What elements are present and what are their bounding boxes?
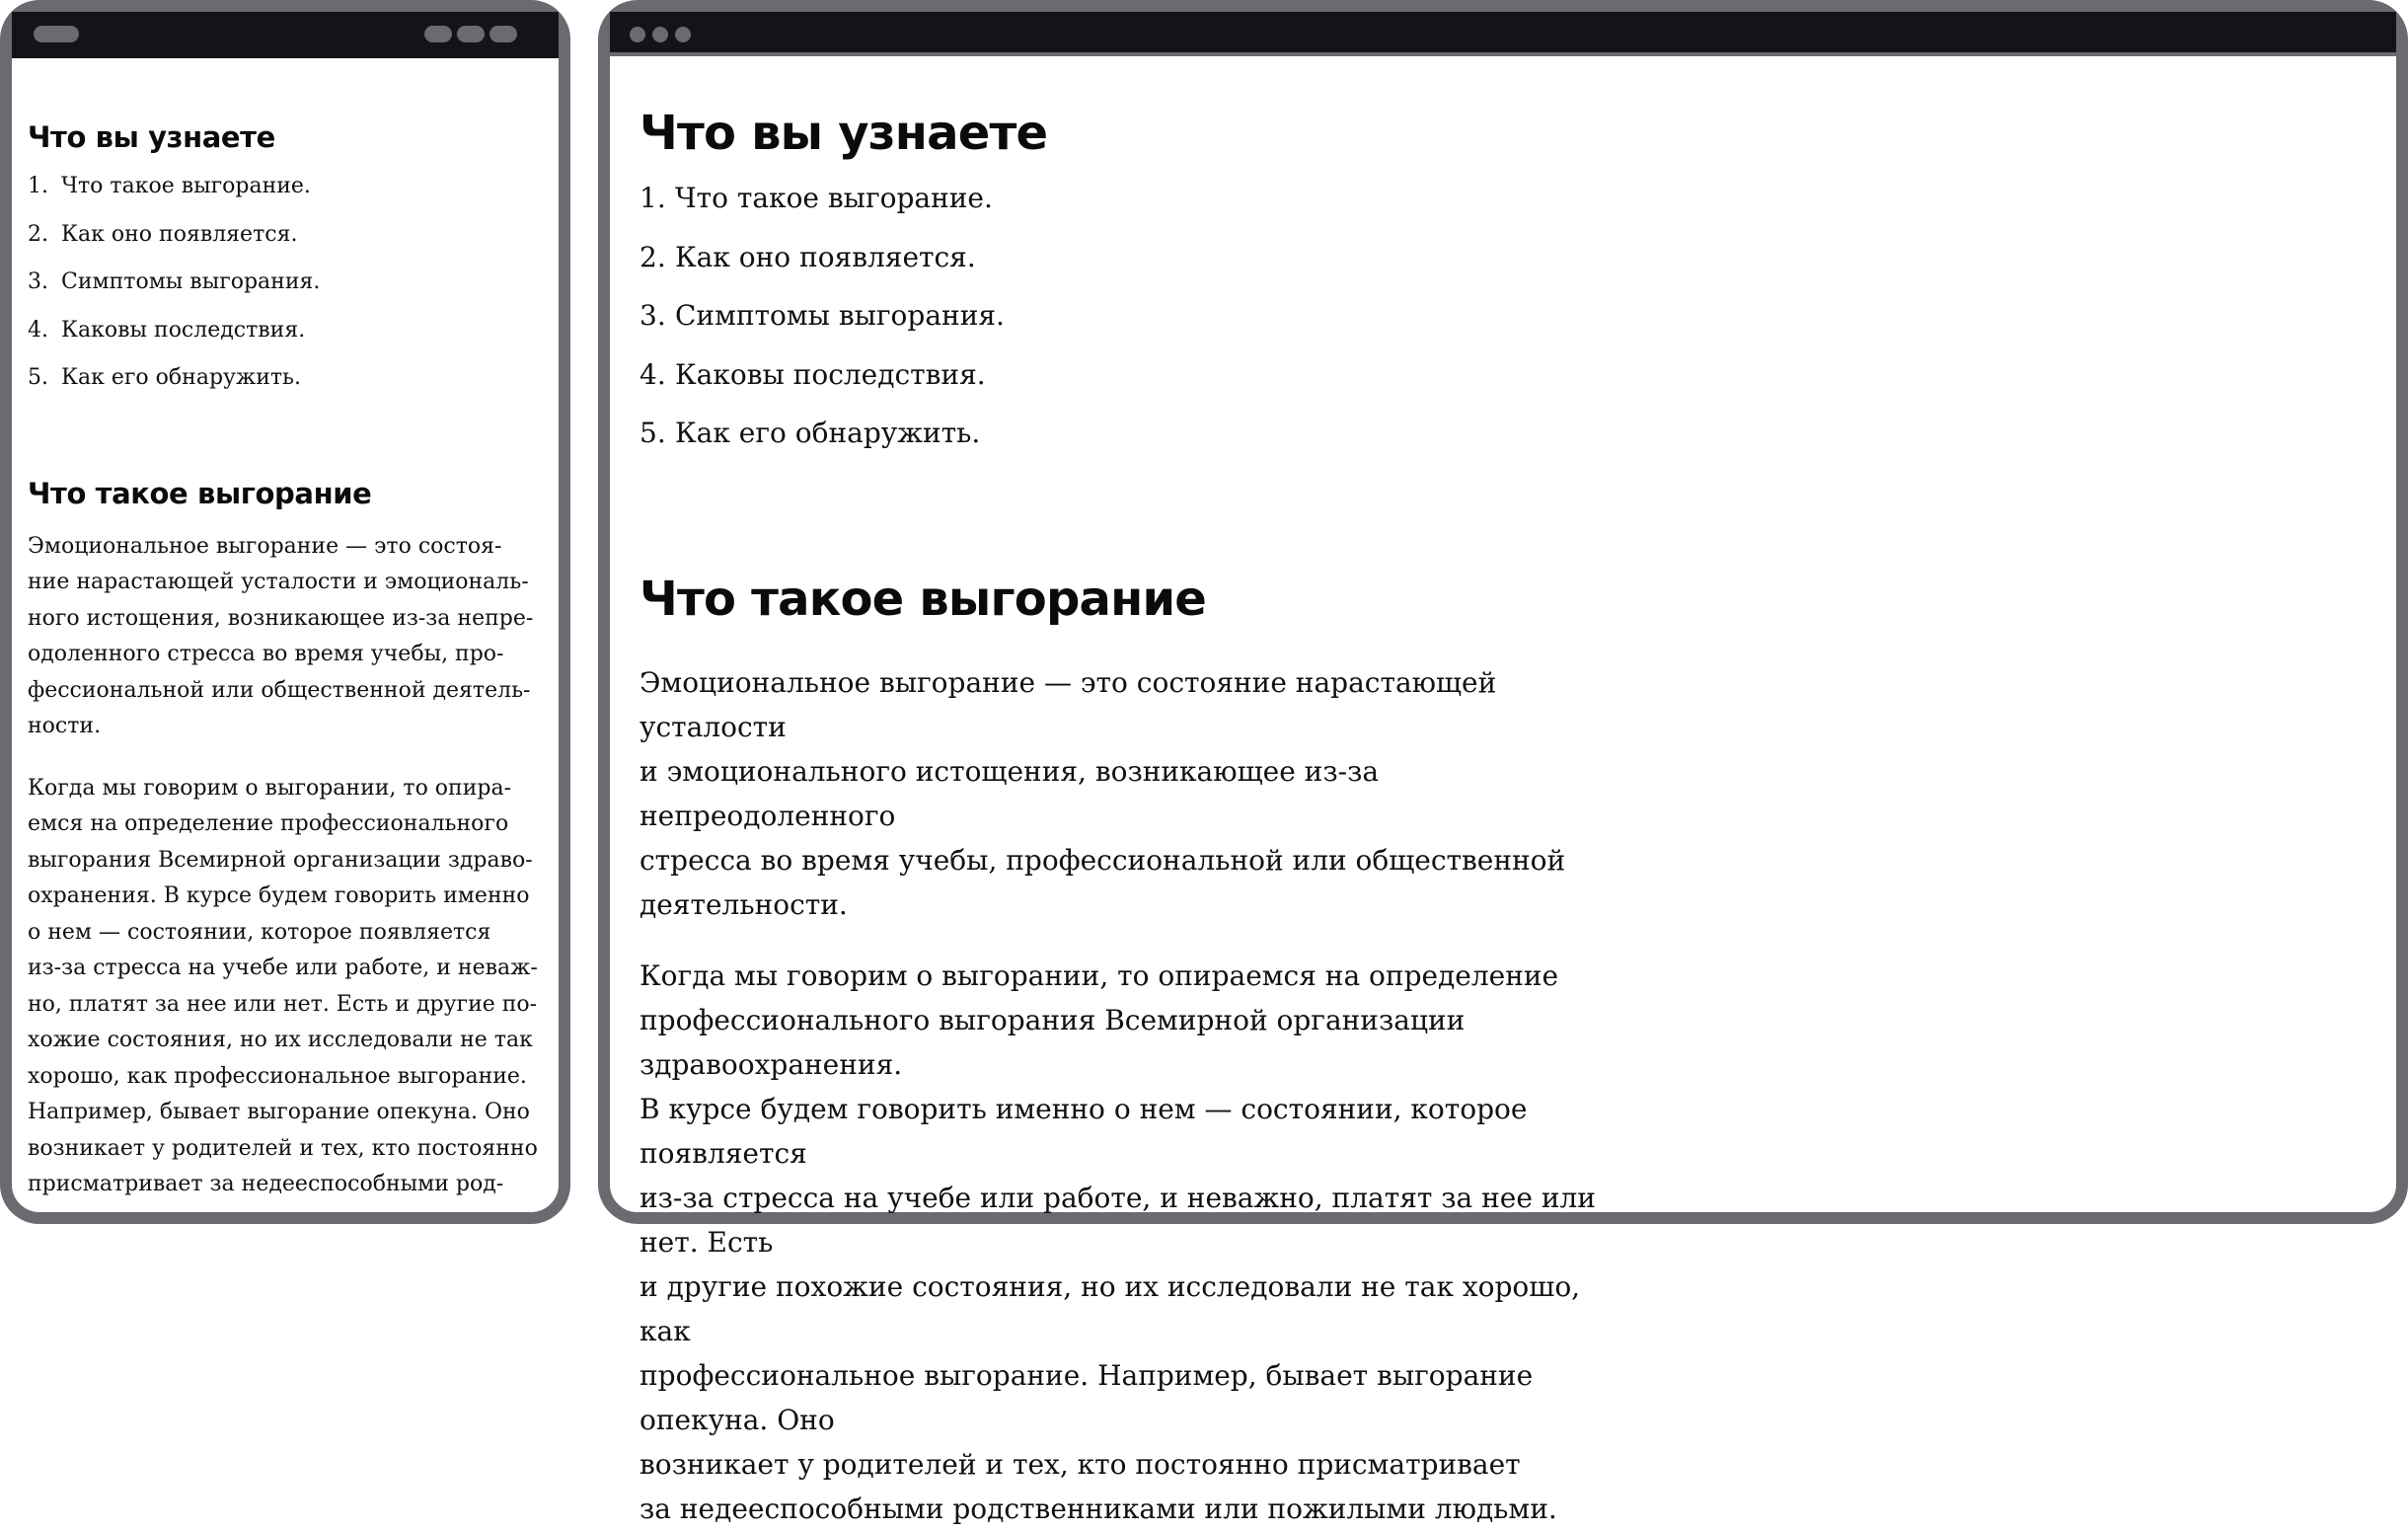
- paragraph: Когда мы говорим о выгорании, то опираемся на определение профессионального выгорания Всемирной организации здравоохранения. В курсе будем говорить именно о нем — состоянии, которое появляется из-за стресса на учебе или работе, и неважно, платят за нее или нет. Есть и другие похожие состояния, но их исследовали не так хорошо, как профессиональное выгорание. Например, бывает выгорание опекуна. Оно возникает у родителей и тех, кто постоянно присматривает за недееспособными родственниками или пожилыми людьми.: [640, 958, 1596, 1525]
- paragraph: Когда мы говорим о выгорании, то опира- емся на определение профессионального выгорания Всемирной организации здраво- охранения. В курсе будем говорить именно о нем — состоянии, которое появляется из-за стресса на учебе или работе, и неваж- но, платят за нее или нет. Есть и другие по- хожие состояния, но их исследовали не так хорошо, как профессиональное выгорание. Например, бывает выгорание опекуна. Оно возникает у родителей и тех, кто постоянно присматривает за недееспособными род-: [28, 775, 538, 1196]
- mobile-indicator-pill-1: [424, 26, 452, 42]
- window-dot-icon[interactable]: [675, 27, 691, 42]
- mobile-article: [12, 58, 559, 1212]
- browser-title-bar: [610, 12, 2396, 56]
- toc-heading: Что вы узнаете: [28, 120, 275, 154]
- toc-heading: Что вы узнаете: [640, 106, 1048, 161]
- toc-item[interactable]: 3. Симптомы выгорания.: [28, 269, 321, 294]
- mobile-status-bar: [12, 12, 559, 58]
- paragraph: Эмоциональное выгорание — это состояние нарастающей усталости и эмоционального истощения, возникающее из-за непреодоленного стресса во время учебы, профессиональной или общественной деятельности.: [640, 665, 1566, 921]
- toc-item[interactable]: 5. Как его обнаружить.: [640, 417, 981, 449]
- desktop-article: [610, 60, 2396, 1525]
- toc-item[interactable]: 1. Что такое выгорание.: [640, 182, 993, 214]
- section-heading: Что такое выгорание: [28, 476, 372, 510]
- toc-item[interactable]: 3. Симптомы выгорания.: [640, 299, 1005, 332]
- toc-item[interactable]: 4. Каковы последствия.: [28, 317, 306, 343]
- mobile-camera-pill: [34, 26, 79, 42]
- window-dot-icon[interactable]: [630, 27, 645, 42]
- toc-item[interactable]: 1. Что такое выгорание.: [28, 174, 311, 198]
- toc-item[interactable]: 4. Каковы последствия.: [640, 357, 986, 391]
- toc-list: [640, 169, 2367, 463]
- toc-item[interactable]: 2. Как оно появляется.: [28, 221, 298, 247]
- mobile-device-frame: [0, 0, 570, 1224]
- paragraph: Эмоциональное выгорание — это состоя- ние нарастающей усталости и эмоциональ- ного истощения, возникающее из-за непре- одоленного стресса во время учебы, про- фессиональной или общественной деятель- ности.: [28, 533, 534, 738]
- toc-item[interactable]: 2. Как оно появляется.: [640, 240, 976, 273]
- window-dot-icon[interactable]: [652, 27, 668, 42]
- mobile-indicator-pill-2: [457, 26, 485, 42]
- desktop-browser-frame: [598, 0, 2408, 1525]
- section-heading: Что такое выгорание: [640, 571, 1207, 627]
- toc-list: [28, 163, 543, 403]
- toc-item[interactable]: 5. Как его обнаружить.: [28, 365, 302, 390]
- mobile-indicator-pill-3: [489, 26, 517, 42]
